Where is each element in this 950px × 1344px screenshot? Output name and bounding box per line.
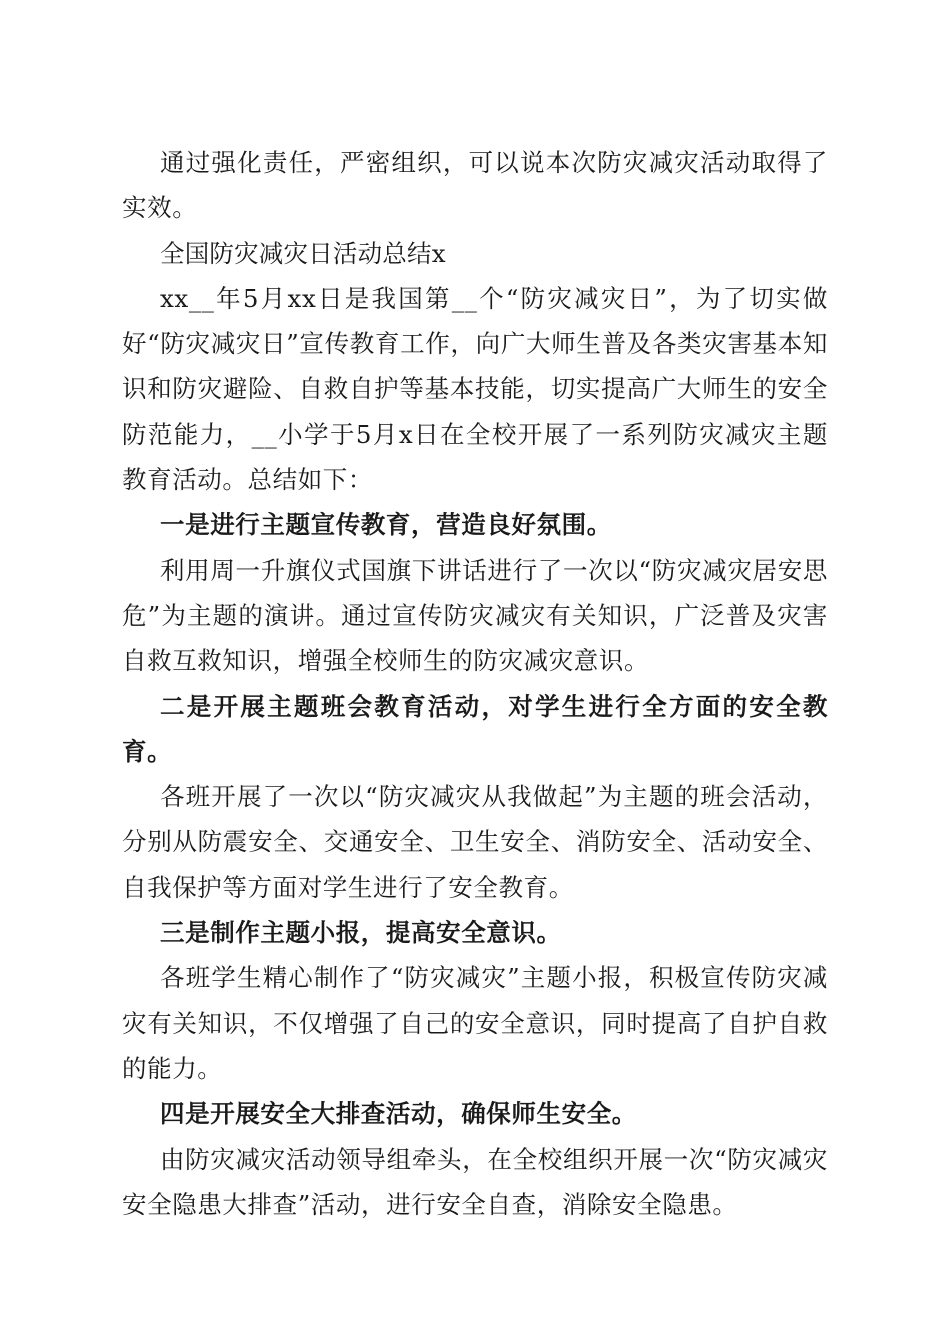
heading-point-3: 三是制作主题小报，提高安全意识。 xyxy=(160,918,562,948)
paragraph-point-3: 各班学生精心制作了“防灾减灾”主题小报，积极宣传防灾减灾有关知识，不仅增强了自己的安全意识，同时提高了自护自救的能力。 xyxy=(122,963,828,1083)
paragraph-point-1: 利用周一升旗仪式国旗下讲话进行了一次以“防灾减灾居安思危”为主题的演讲。通过宣传防灾减灾有关知识，广泛普及灾害自救互救知识，增强全校师生的防灾减灾意识。 xyxy=(122,555,828,676)
paragraph-conclusion: 通过强化责任，严密组织，可以说本次防灾减灾活动取得了实效。 xyxy=(122,148,828,223)
heading-point-2: 二是开展主题班会教育活动，对学生进行全方面的安全教育。 xyxy=(122,691,828,766)
heading-point-1: 一是进行主题宣传教育，营造良好氛围。 xyxy=(160,510,612,540)
heading-point-4: 四是开展安全大排查活动，确保师生安全。 xyxy=(160,1099,637,1129)
section-title: 全国防灾减灾日活动总结x xyxy=(160,238,446,268)
paragraph-point-4: 由防灾减灾活动领导组牵头，在全校组织开展一次“防灾减灾安全隐患大排查”活动，进行安全自查，消除安全隐患。 xyxy=(122,1144,828,1219)
paragraph-intro: xx__年5月xx日是我国第__个“防灾减灾日”，为了切实做好“防灾减灾日”宣传教育工作，向广大师生普及各类灾害基本知识和防灾避险、自救自护等基本技能，切实提高广大师生的安全防范能力，__小学于5月x日在全校开展了一系列防灾减灾主题教育活动。总结如下： xyxy=(122,283,828,495)
document-body xyxy=(122,140,828,1227)
paragraph-point-2: 各班开展了一次以“防灾减灾从我做起”为主题的班会活动，分别从防震安全、交通安全、卫生安全、消防安全、活动安全、自我保护等方面对学生进行了安全教育。 xyxy=(122,782,828,902)
